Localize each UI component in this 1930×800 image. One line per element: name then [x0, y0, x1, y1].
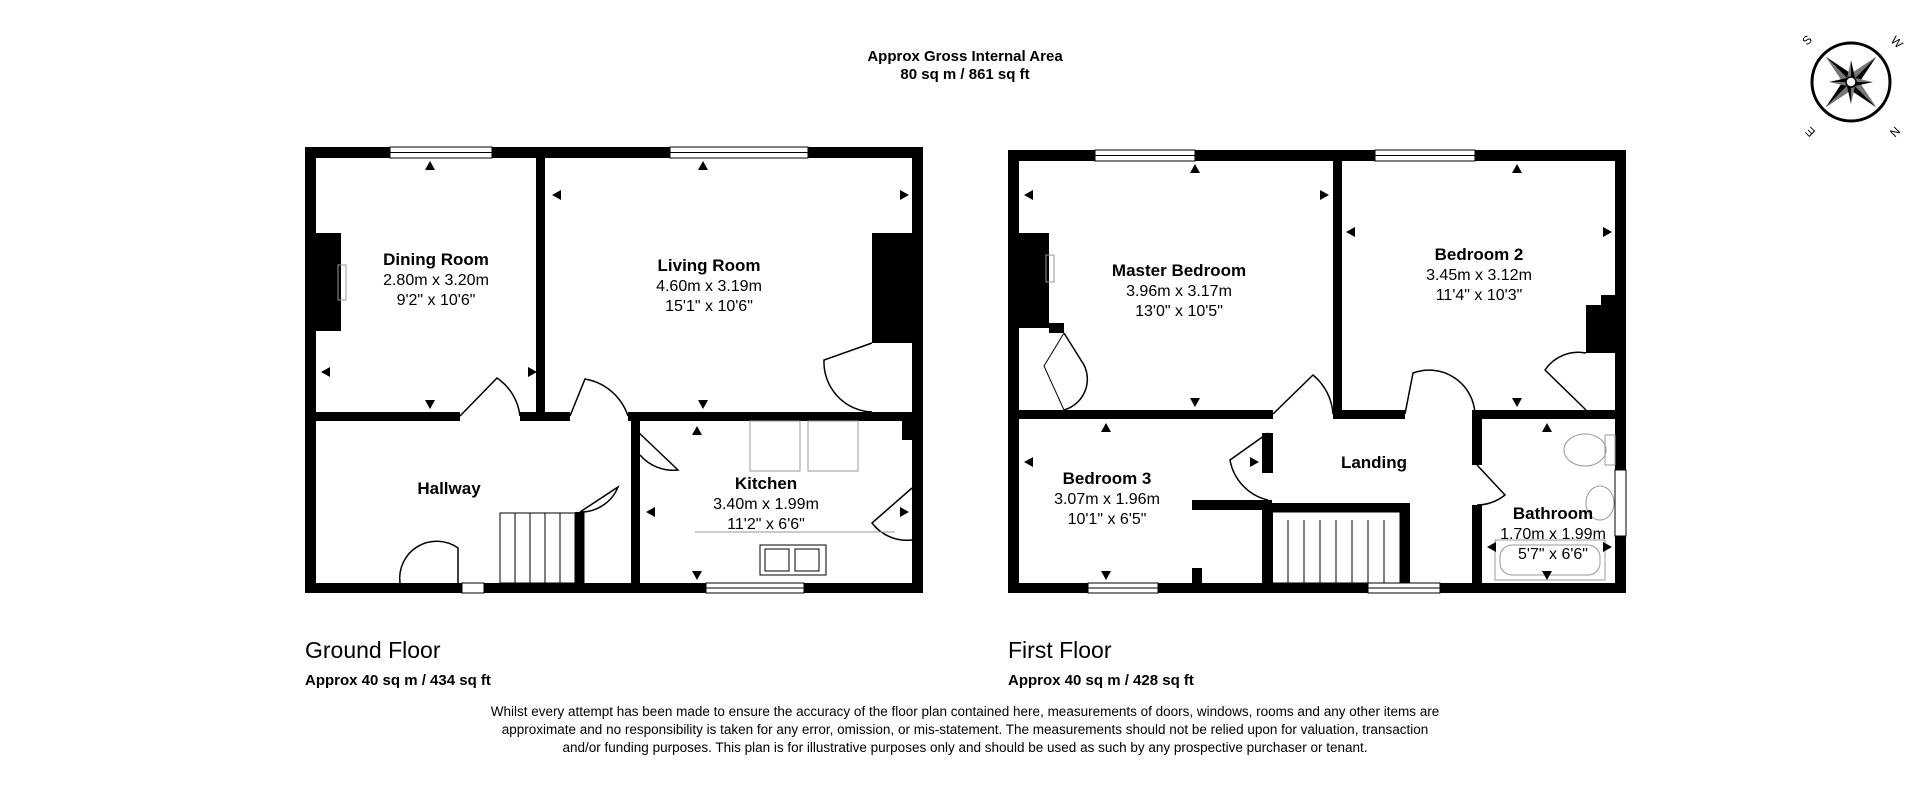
kitchen-metric: 3.40m x 1.99m — [713, 496, 819, 513]
master-bedroom-imperial: 13'0" x 10'5" — [1135, 303, 1223, 320]
living-room-name: Living Room — [657, 256, 761, 275]
compass-letter-e: E — [1802, 124, 1818, 140]
gross-area-value: 80 sq m / 861 sq ft — [900, 66, 1030, 83]
compass-icon — [1799, 31, 1906, 140]
bathroom-imperial: 5'7" x 6'6" — [1518, 546, 1588, 563]
compass-letter-w: W — [1887, 33, 1906, 52]
master-bedroom-name: Master Bedroom — [1111, 261, 1247, 280]
living-room-metric: 4.60m x 3.19m — [656, 278, 762, 295]
kitchen-name: Kitchen — [734, 474, 798, 493]
compass-letter-s: S — [1799, 32, 1815, 48]
gross-area-title: Approx Gross Internal Area — [867, 48, 1063, 65]
disclaimer-text: Whilst every attempt has been made to ensure the accuracy of the floor plan contained here, measurements of doors, windows, rooms and any other items are approximate and no responsibility is taken for any error, omission, or mis-statement. The measurements should not be relied upon for valuation, transaction and/or funding purposes. This plan is for illustrative purposes only and should be used as such by any prospective purchaser or tenant. — [490, 704, 1440, 755]
master-bedroom-metric: 3.96m x 3.17m — [1126, 283, 1232, 300]
kitchen-imperial: 11'2" x 6'6" — [727, 516, 805, 533]
dining-room-imperial: 9'2" x 10'6" — [396, 292, 476, 309]
bedroom-3-name: Bedroom 3 — [1062, 469, 1152, 488]
bedroom-2-imperial: 11'4" x 10'3" — [1435, 287, 1523, 304]
bedroom-2-name: Bedroom 2 — [1434, 245, 1524, 264]
dining-room-name: Dining Room — [383, 250, 489, 269]
ground-floor-arrows — [321, 161, 909, 580]
bathroom-metric: 1.70m x 1.99m — [1500, 526, 1606, 543]
hallway-name: Hallway — [417, 479, 481, 498]
bedroom-3-metric: 3.07m x 1.96m — [1054, 491, 1160, 508]
first-floor-title: First Floor — [1008, 637, 1112, 663]
bedroom-3-imperial: 10'1" x 6'5" — [1067, 511, 1147, 528]
compass-letter-n: N — [1886, 123, 1903, 140]
bedroom-2-metric: 3.45m x 3.12m — [1426, 267, 1532, 284]
ground-floor-staircase — [500, 513, 584, 583]
room-labels — [383, 245, 1606, 563]
landing-name: Landing — [1340, 453, 1408, 472]
bathroom-name: Bathroom — [1512, 504, 1594, 523]
dining-room-metric: 2.80m x 3.20m — [383, 272, 489, 289]
ground-floor-doors — [400, 343, 912, 583]
ground-floor-title: Ground Floor — [305, 637, 441, 663]
ground-floor-area: Approx 40 sq m / 434 sq ft — [305, 672, 491, 689]
first-floor-area: Approx 40 sq m / 428 sq ft — [1008, 672, 1194, 689]
ground-floor-plan — [305, 147, 923, 593]
first-floor-staircase — [1272, 512, 1400, 583]
living-room-imperial: 15'1" x 10'6" — [665, 298, 753, 315]
